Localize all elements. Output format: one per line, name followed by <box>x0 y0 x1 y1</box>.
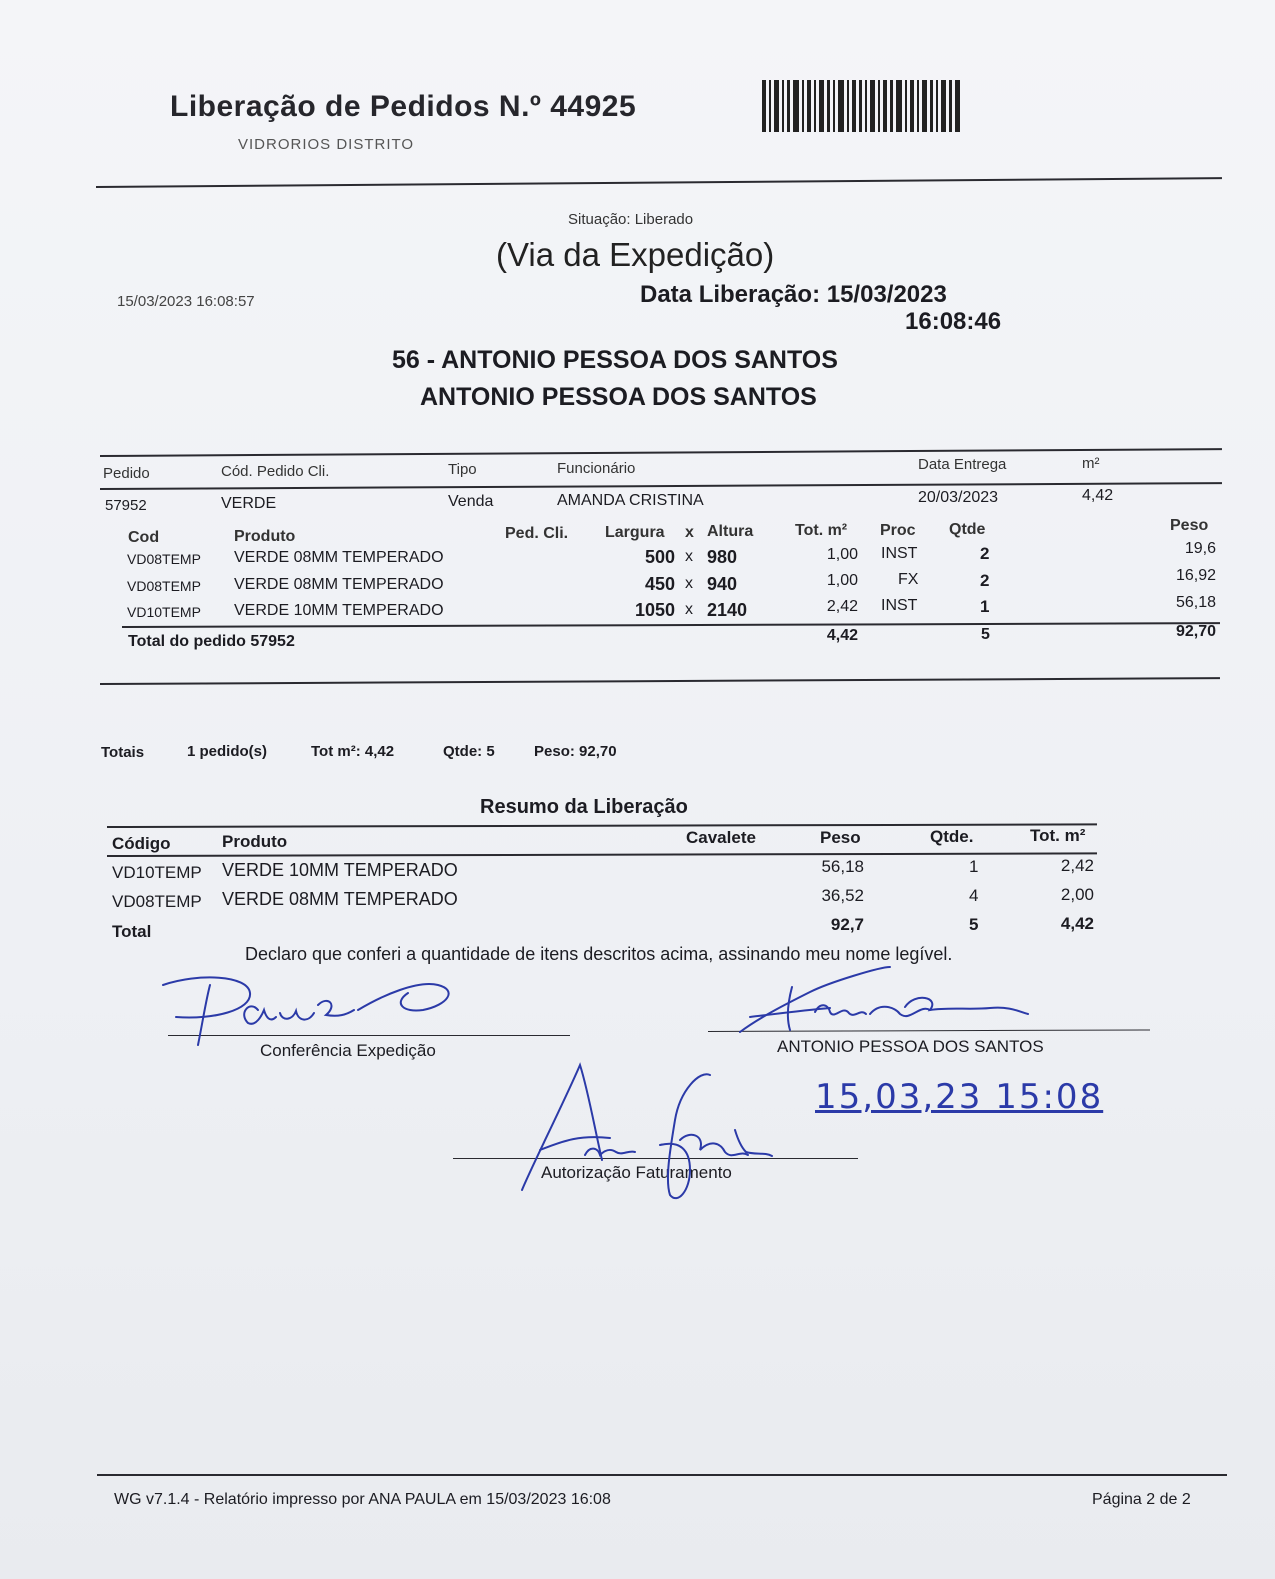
release-date: Data Liberação: 15/03/2023 <box>640 281 947 308</box>
summary-codigo: VD08TEMP <box>112 892 202 911</box>
divider <box>100 448 1222 457</box>
items-header: Qtde <box>949 521 986 538</box>
totals-pedidos: 1 pedido(s) <box>187 743 268 760</box>
items-header: Largura <box>605 524 665 541</box>
summary-header: Cavalete <box>686 828 756 847</box>
summary-tot-m2: 2,00 <box>1060 885 1094 904</box>
order-header-label: Tipo <box>448 461 477 478</box>
item-largura: 500 <box>644 547 675 567</box>
summary-peso: 56,18 <box>821 857 864 876</box>
item-proc: FX <box>898 571 919 588</box>
order-value: 4,42 <box>1082 487 1114 504</box>
copy-label: (Via da Expedição) <box>496 236 775 273</box>
client-code-name: 56 - ANTONIO PESSOA DOS SANTOS <box>392 346 838 374</box>
summary-produto: VERDE 08MM TEMPERADO <box>222 889 458 909</box>
summary-peso: 36,52 <box>821 886 864 905</box>
item-largura: 1050 <box>634 600 675 620</box>
client-name: ANTONIO PESSOA DOS SANTOS <box>420 383 817 411</box>
summary-total-m2: 4,42 <box>1060 914 1094 933</box>
order-header-label: Cód. Pedido Cli. <box>221 463 330 480</box>
items-header: Produto <box>234 528 296 545</box>
client-signature-label: ANTONIO PESSOA DOS SANTOS <box>777 1037 1044 1056</box>
item-produto: VERDE 08MM TEMPERADO <box>234 549 444 566</box>
item-peso: 56,18 <box>1175 594 1216 611</box>
item-x: x <box>685 548 693 565</box>
item-x: x <box>685 601 693 618</box>
order-header-label: Pedido <box>103 465 150 482</box>
conferencia-label: Conferência Expedição <box>260 1041 436 1060</box>
item-cod: VD08TEMP <box>127 551 201 567</box>
item-qtde: 2 <box>980 544 990 563</box>
divider <box>97 1474 1227 1476</box>
order-header-label: Funcionário <box>557 460 636 477</box>
item-altura: 940 <box>707 574 738 594</box>
summary-qtde: 4 <box>969 886 979 905</box>
summary-header: Tot. m² <box>1030 826 1086 845</box>
item-x: x <box>685 575 693 592</box>
company-name: VIDRORIOS DISTRITO <box>238 136 415 153</box>
divider <box>96 177 1222 188</box>
items-header: x <box>685 524 694 541</box>
totals-qtde: Qtde: 5 <box>443 743 495 760</box>
items-header: Tot. m² <box>795 522 848 539</box>
order-total-m2: 4,42 <box>826 627 858 644</box>
summary-total-label: Total <box>112 922 152 941</box>
document-title: Liberação de Pedidos N.º 44925 <box>170 90 637 123</box>
item-altura: 2140 <box>707 600 748 620</box>
summary-qtde: 1 <box>969 857 979 876</box>
items-header: Proc <box>880 522 916 539</box>
order-value: 57952 <box>105 497 147 514</box>
divider <box>122 622 1220 628</box>
item-tot-m2: 1,00 <box>826 572 858 589</box>
declaration-text: Declaro que conferi a quantidade de itens descritos acima, assinando meu nome legível. <box>245 944 953 964</box>
item-proc: INST <box>881 597 918 614</box>
item-largura: 450 <box>644 574 675 594</box>
items-header: Cod <box>128 529 160 546</box>
barcode-image <box>762 80 960 132</box>
summary-tot-m2: 2,42 <box>1060 856 1094 875</box>
totals-m2: Tot m²: 4,42 <box>311 743 395 760</box>
divider <box>107 852 1097 857</box>
footer-print-info: WG v7.1.4 - Relatório impresso por ANA PAULA em 15/03/2023 16:08 <box>114 1491 611 1508</box>
release-time: 16:08:46 <box>905 308 1002 335</box>
summary-total-qtde: 5 <box>969 915 979 934</box>
item-tot-m2: 2,42 <box>826 598 858 615</box>
summary-header: Peso <box>820 828 861 847</box>
order-total-qtde: 5 <box>981 626 990 643</box>
autorizacao-label: Autorização Faturamento <box>541 1163 732 1182</box>
item-peso: 19,6 <box>1184 540 1216 557</box>
order-header-label: Data Entrega <box>918 456 1007 473</box>
autorizacao-signature <box>510 1060 780 1205</box>
order-value: Venda <box>448 493 494 510</box>
page-number: Página 2 de 2 <box>1092 1491 1191 1508</box>
summary-header: Código <box>112 834 171 853</box>
item-tot-m2: 1,00 <box>826 546 858 563</box>
order-value: AMANDA CRISTINA <box>557 492 704 509</box>
handwritten-date: 15,03,23 15:08 <box>815 1077 1104 1117</box>
item-cod: VD10TEMP <box>127 604 201 620</box>
summary-header: Qtde. <box>930 827 974 846</box>
divider <box>100 677 1220 685</box>
totals-label: Totais <box>101 744 145 761</box>
client-signature <box>730 962 1050 1042</box>
item-qtde: 2 <box>980 571 990 590</box>
summary-codigo: VD10TEMP <box>112 863 202 882</box>
order-total-peso: 92,70 <box>1175 623 1216 640</box>
items-header: Altura <box>707 523 754 540</box>
summary-total-peso: 92,7 <box>830 915 864 934</box>
totals-peso: Peso: 92,70 <box>534 743 617 760</box>
conferencia-signature <box>158 965 488 1055</box>
item-proc: INST <box>881 545 918 562</box>
item-produto: VERDE 08MM TEMPERADO <box>234 576 444 593</box>
order-value: 20/03/2023 <box>918 489 999 506</box>
items-header: Ped. Cli. <box>505 525 569 542</box>
order-value: VERDE <box>221 495 277 512</box>
print-timestamp: 15/03/2023 16:08:57 <box>117 293 255 310</box>
item-qtde: 1 <box>980 597 990 616</box>
item-produto: VERDE 10MM TEMPERADO <box>234 602 444 619</box>
summary-header: Produto <box>222 832 288 851</box>
summary-title: Resumo da Liberação <box>480 796 688 818</box>
order-total-label: Total do pedido 57952 <box>128 633 295 650</box>
item-altura: 980 <box>707 547 738 567</box>
status-text: Situação: Liberado <box>568 211 694 228</box>
item-peso: 16,92 <box>1175 567 1216 584</box>
summary-produto: VERDE 10MM TEMPERADO <box>222 860 458 880</box>
items-header: Peso <box>1170 517 1209 534</box>
divider <box>100 482 1222 490</box>
item-cod: VD08TEMP <box>127 578 201 594</box>
order-header-label: m² <box>1082 455 1100 472</box>
